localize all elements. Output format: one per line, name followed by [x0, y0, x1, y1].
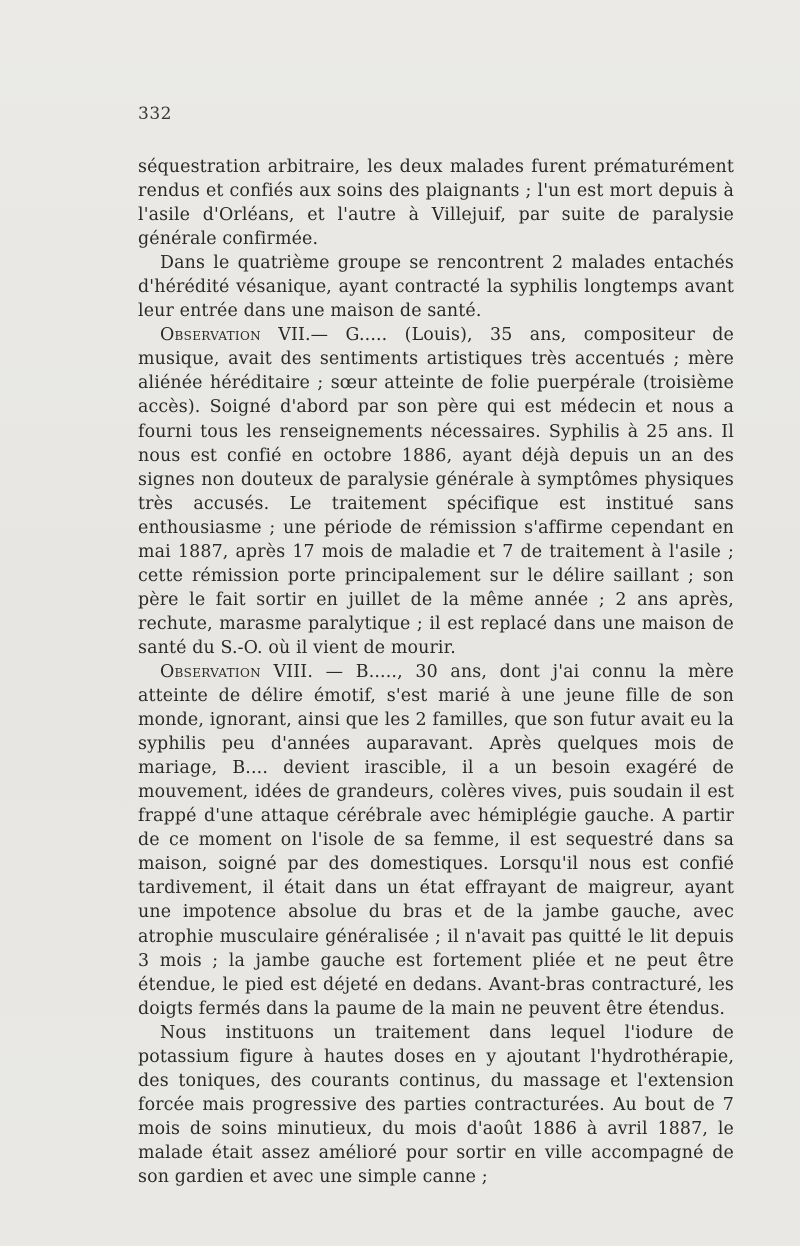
paragraph-text: VIII. — B....., 30 ans, dont j'ai connu la mère atteinte de délire émotif, s'est marié à une jeune fille de son monde, ignorant, ainsi que les 2 familles, que son futur avait eu la syphilis peu d'années auparavant. Après quelques mois de mariage, B.... devient irascible, il a un besoin exagéré de mouvement, idées de grandeurs, colères vives, puis soudain il est frappé d'une attaque cérébrale avec hémiplégie gauche. A partir de ce moment on l'isole de sa femme, il est sequestré dans sa maison, soigné par des domestiques. Lorsqu'il nous est confié tardivement, il était dans un état effrayant de maigreur, ayant une impotence absolue du bras et de la jambe gauche, avec atrophie musculaire généralisée ; il n'avait pas quitté le lit depuis 3 mois ; la jambe gauche est fortement pliée et ne peut être étendue, le pied est déjeté en dedans. Avant-bras contracturé, les doigts fermés dans la paume de la main ne peuvent être étendus.: [138, 661, 734, 1019]
paragraph-continuation: [138, 155, 734, 251]
observation-heading: Observation: [160, 661, 261, 682]
paragraph-text: Dans le quatrième groupe se rencontrent 2 malades entachés d'hérédité vésanique, ayant contracté la syphilis longtemps avant leur entrée dans une maison de santé.: [138, 253, 734, 322]
paragraph-treatment: [138, 1021, 734, 1189]
paragraph-text: VII.— G..... (Louis), 35 ans, compositeur de musique, avait des sentiments artistiques très accentués ; mère aliénée héréditaire ; sœur atteinte de folie puerpérale (troisième accès). Soigné d'abord par son père qui est médecin et nous a fourni tous les renseignements nécessaires. Syphilis à 25 ans. Il nous est confié en octobre 1886, ayant déjà depuis un an des signes non douteux de paralysie générale à symptômes physiques très accusés. Le traitement spécifique est institué sans enthousiasme ; une période de rémission s'affirme cependant en mai 1887, après 17 mois de maladie et 7 de traitement à l'asile ; cette rémission porte principalement sur le délire saillant ; son père le fait sortir en juillet de la même année ; 2 ans après, rechute, marasme paralytique ; il est replacé dans une maison de santé du S.-O. où il vient de mourir.: [138, 325, 734, 658]
body-text: [138, 155, 734, 1189]
paragraph-text: Nous instituons un traitement dans lequel l'iodure de potassium figure à hautes doses en y ajoutant l'hydrothérapie, des toniques, des courants continus, du massage et l'extension forcée mais progressive des parties contracturées. Au bout de 7 mois de soins minutieux, du mois d'août 1886 à avril 1887, le malade était assez amélioré pour sortir en ville accompagné de son gardien et avec une simple canne ;: [138, 1022, 734, 1187]
page-number: 332: [138, 104, 172, 124]
paragraph-fourth-group: [138, 251, 734, 323]
paragraph-observation-viii: [138, 660, 734, 1021]
observation-heading: Observation: [160, 325, 261, 346]
paragraph-observation-vii: [138, 323, 734, 660]
paragraph-text: séquestration arbitraire, les deux malades furent prématurément rendus et confiés aux soins des plaignants ; l'un est mort depuis à l'asile d'Orléans, et l'autre à Villejuif, par suite de paralysie générale confirmée.: [138, 157, 734, 250]
